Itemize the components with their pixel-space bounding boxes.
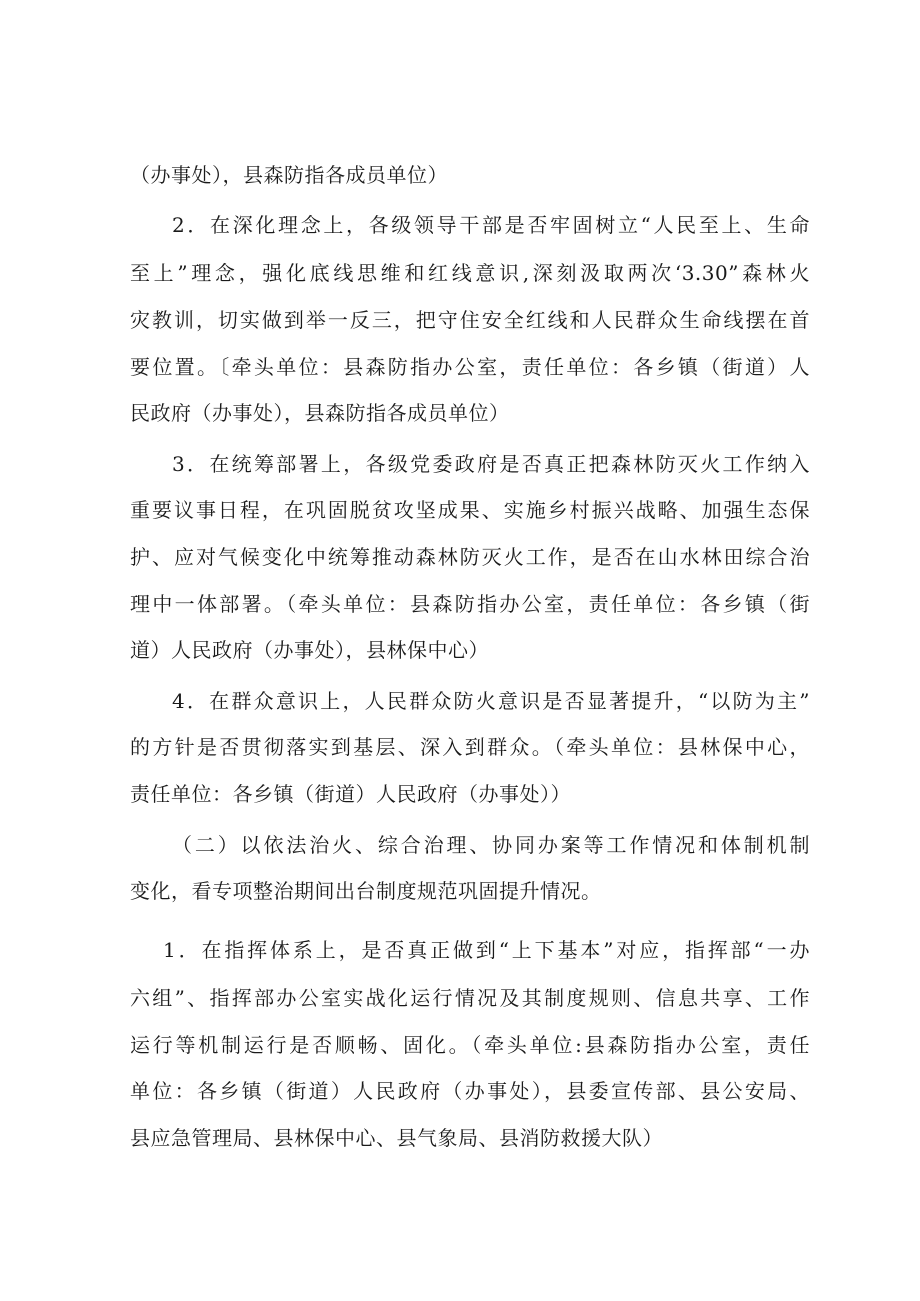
text-line: 理中一体部署。（牵头单位：县森防指办公室，责任单位：各乡镇（街 [130,592,810,616]
text-line: 至上”理念，强化底线思维和红线意识,深刻汲取两次‘3.30”森林火 [130,261,810,285]
text-line: 单位：各乡镇（街道）人民政府（办事处），县委宣传部、县公安局、 [130,1079,810,1103]
text-line: 灾教训，切实做到举一反三，把守住安全红线和人民群众生命线摆在首 [130,308,810,332]
text-line: 六组”、指挥部办公室实战化运行情况及其制度规则、信息共享、工作 [130,986,810,1010]
text-line: 县应急管理局、县林保中心、县气象局、县消防救援大队） [130,1126,663,1150]
text-line: （办事处），县森防指各成员单位） [130,163,448,187]
text-line: 责任单位：各乡镇（街道）人民政府（办事处）） [130,782,571,806]
text-line: 重要议事日程，在巩固脱贫攻坚成果、实施乡村振兴战略、加强生态保 [130,498,810,522]
text-line: 3．在统筹部署上，各级党委政府是否真正把森林防灭火工作纳入 [172,452,810,476]
text-line: 4．在群众意识上，人民群众防火意识是否显著提升，“以防为主” [172,689,810,713]
section-heading: （二）以依法治火、综合治理、协同办案等工作情况和体制机制 [172,833,810,857]
text-line: 护、应对气候变化中统筹推动森林防灭火工作，是否在山水林田综合治 [130,545,810,569]
text-line: 民政府（办事处），县森防指各成员单位） [130,401,510,425]
text-line: 道）人民政府（办事处），县林保中心） [130,638,489,662]
text-line: 1．在指挥体系上，是否真正做到“上下基本”对应，指挥部“一办 [163,938,810,962]
text-line: 的方针是否贯彻落实到基层、深入到群众。（牵头单位：县林保中心， [130,735,810,759]
text-line: 运行等机制运行是否顺畅、固化。（牵头单位:县森防指办公室，责任 [130,1033,810,1057]
text-line: 要位置。〔牵头单位：县森防指办公室，责任单位：各乡镇（街道）人 [130,355,810,379]
text-line: 2．在深化理念上，各级领导干部是否牢固树立“人民至上、生命 [172,213,810,237]
section-heading: 变化，看专项整治期间出台制度规范巩固提升情况。 [130,879,602,903]
